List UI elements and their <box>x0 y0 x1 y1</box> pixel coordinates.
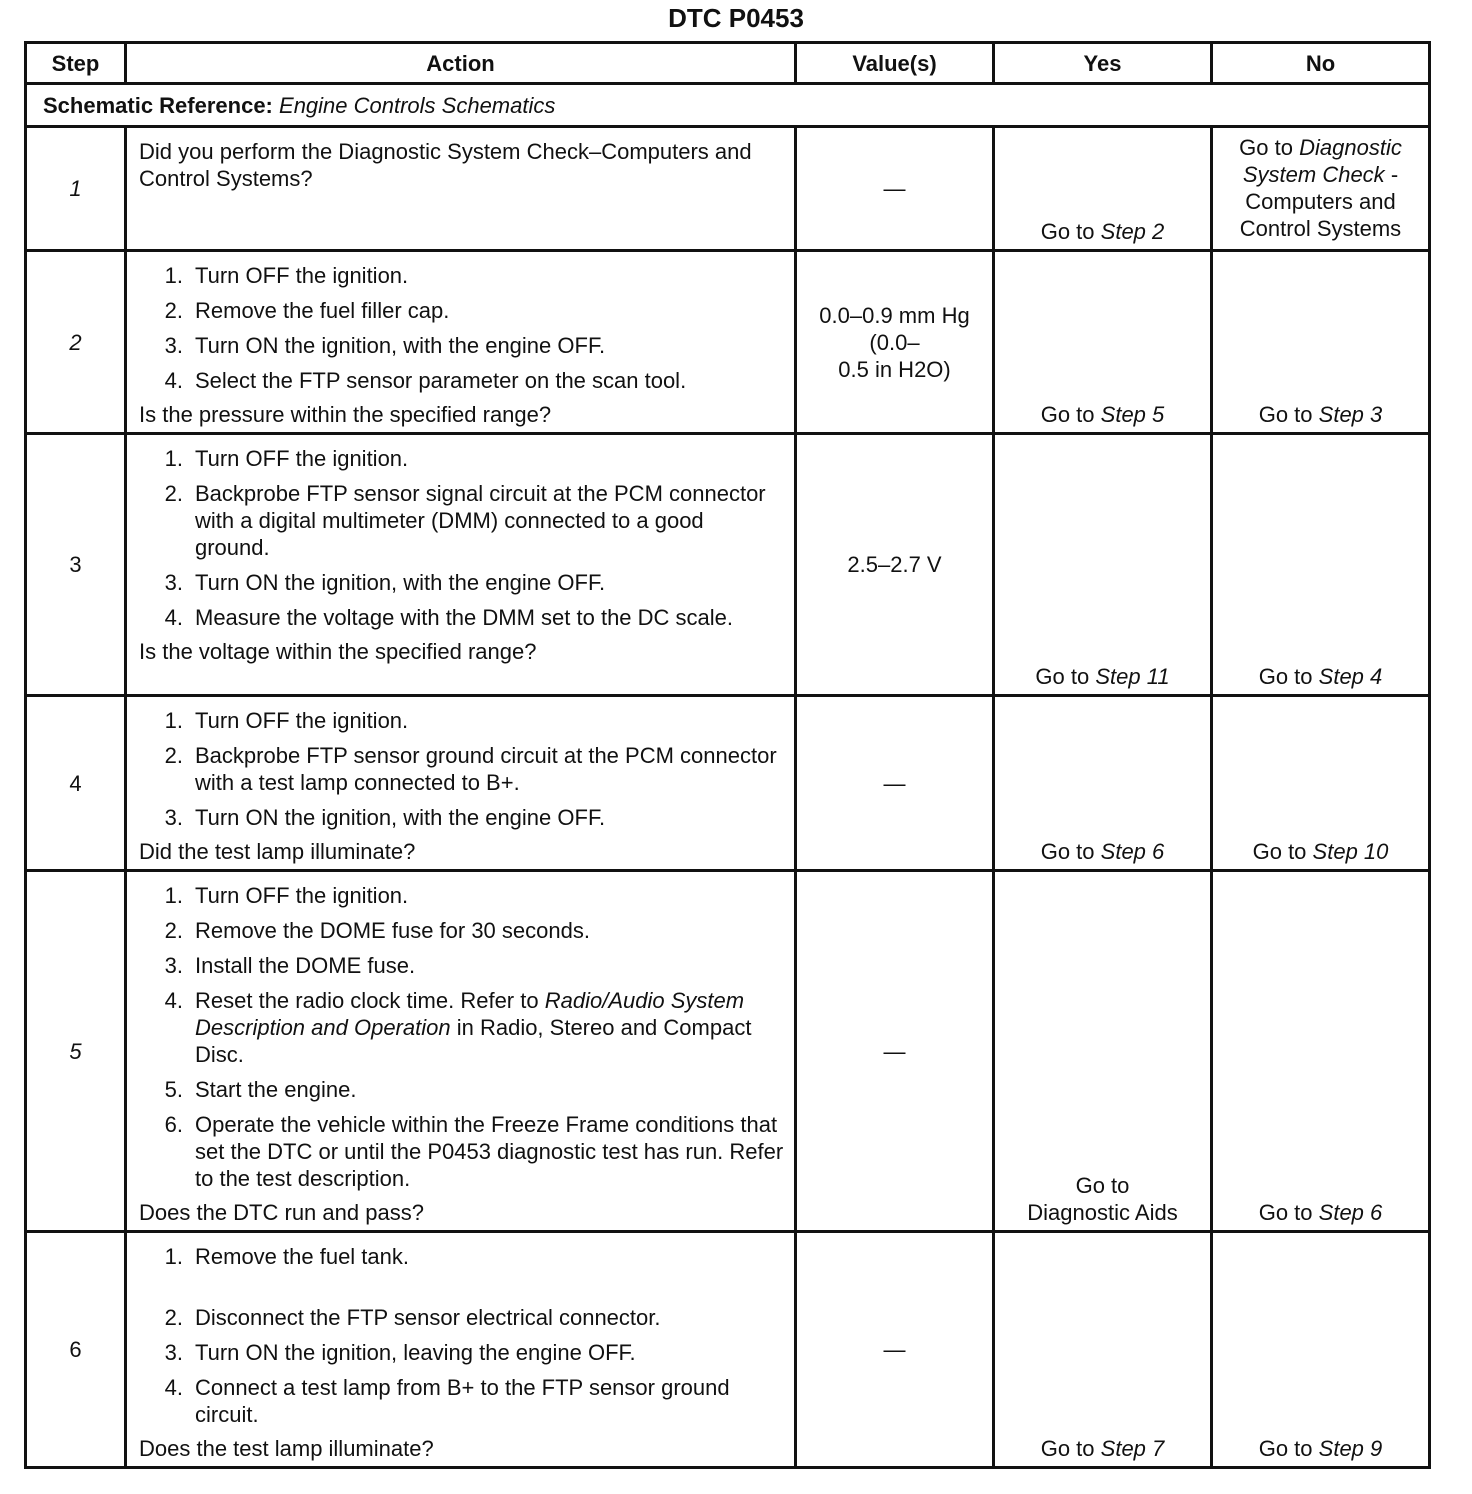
item-number: 3. <box>164 1340 183 1365</box>
header-values: Value(s) <box>796 43 994 84</box>
list-item <box>139 707 784 734</box>
item-text: Turn OFF the ignition. <box>195 883 409 908</box>
yes-cell <box>994 434 1212 696</box>
value-cell: — <box>796 696 994 871</box>
item-text: Install the DOME fuse. <box>195 953 416 978</box>
yes-link[interactable]: Step 6 <box>1100 839 1165 864</box>
yes-cell <box>994 696 1212 871</box>
action-cell <box>126 696 796 871</box>
item-number: 6. <box>164 1112 183 1137</box>
no-cell <box>1212 696 1430 871</box>
item-text: Turn OFF the ignition. <box>195 446 409 471</box>
header-yes: Yes <box>994 43 1212 84</box>
yes-prefix: Go to <box>1040 219 1095 244</box>
action-cell <box>126 251 796 434</box>
value-cell: — <box>796 871 994 1232</box>
no-prefix: Go to <box>1258 664 1313 689</box>
yes-link[interactable]: Step 7 <box>1100 1436 1165 1461</box>
list-item <box>139 569 784 596</box>
header-no: No <box>1212 43 1430 84</box>
yes-link[interactable]: Step 5 <box>1100 402 1165 427</box>
table-row <box>26 434 1430 696</box>
no-link[interactable]: Step 4 <box>1318 664 1383 689</box>
yes-line: Go to <box>1075 1173 1130 1198</box>
no-link[interactable]: Step 3 <box>1318 402 1383 427</box>
value-cell: — <box>796 1232 994 1468</box>
item-text: Turn ON the ignition, with the engine OFF. <box>195 333 606 358</box>
item-number: 4. <box>164 1375 183 1400</box>
list-item <box>139 262 784 289</box>
item-number: 3. <box>164 570 183 595</box>
diagnostic-table <box>24 41 1431 1469</box>
item-text: Measure the voltage with the DMM set to the DC scale. <box>195 605 734 630</box>
list-item <box>139 804 784 831</box>
no-cell <box>1212 1232 1430 1468</box>
step-number: 3 <box>26 434 126 696</box>
no-cell <box>1212 127 1430 251</box>
yes-cell <box>994 871 1212 1232</box>
item-text: Turn OFF the ignition. <box>195 708 409 733</box>
action-cell <box>126 871 796 1232</box>
item-number: 1. <box>164 446 183 471</box>
yes-cell <box>994 251 1212 434</box>
step-number: 6 <box>26 1232 126 1468</box>
schematic-label: Schematic Reference: <box>43 92 273 118</box>
item-number: 2. <box>164 298 183 323</box>
item-number: 3. <box>164 953 183 978</box>
item-text: Remove the fuel filler cap. <box>195 298 450 323</box>
value-line: (0.0– <box>869 329 920 355</box>
value-line: 0.5 in H2O) <box>838 356 951 382</box>
list-item <box>139 1111 784 1192</box>
no-link[interactable]: Step 9 <box>1318 1436 1383 1461</box>
no-prefix: Go to <box>1258 402 1313 427</box>
no-cell <box>1212 251 1430 434</box>
list-item <box>139 1339 784 1366</box>
yes-prefix: Go to <box>1040 839 1095 864</box>
action-cell <box>126 434 796 696</box>
table-row <box>26 696 1430 871</box>
list-item <box>139 882 784 909</box>
item-number: 5. <box>164 1077 183 1102</box>
item-number: 4. <box>164 368 183 393</box>
table-row <box>26 251 1430 434</box>
item-text <box>195 987 784 1068</box>
no-link[interactable]: Step 6 <box>1318 1200 1383 1225</box>
list-item <box>139 917 784 944</box>
question: Did the test lamp illuminate? <box>139 839 416 864</box>
yes-link[interactable]: Diagnostic Aids <box>1027 1200 1178 1225</box>
yes-link[interactable]: Step 2 <box>1100 219 1165 244</box>
no-prefix: Go to <box>1258 1200 1313 1225</box>
item-text: Backprobe FTP sensor ground circuit at the PCM connector with a test lamp connected to B+. <box>195 743 777 795</box>
question: Does the DTC run and pass? <box>139 1200 424 1225</box>
question: Is the voltage within the specified range? <box>139 639 537 664</box>
no-prefix: Go to <box>1252 839 1307 864</box>
value-cell <box>796 251 994 434</box>
item-text: Start the engine. <box>195 1077 357 1102</box>
item-number: 4. <box>164 605 183 630</box>
item-text: Select the FTP sensor parameter on the scan tool. <box>195 368 687 393</box>
item-number: 3. <box>164 333 183 358</box>
list-item <box>139 604 784 631</box>
item-text: Remove the DOME fuse for 30 seconds. <box>195 918 590 943</box>
list-item <box>139 1374 784 1428</box>
item-text: Turn ON the ignition, with the engine OFF. <box>195 570 606 595</box>
no-suffix: - Computers and Control Systems <box>1239 162 1402 241</box>
header-row <box>26 43 1430 84</box>
table-row <box>26 127 1430 251</box>
item-text-pre: Reset the radio clock time. Refer to <box>195 988 539 1013</box>
item-number: 2. <box>164 481 183 506</box>
list-item <box>139 1076 784 1103</box>
question: Did you perform the Diagnostic System Check–Computers and Control Systems? <box>139 139 752 191</box>
step-number: 4 <box>26 696 126 871</box>
item-number: 1. <box>164 708 183 733</box>
list-item <box>139 367 784 394</box>
no-link[interactable]: Diagnostic System Check <box>1242 135 1402 187</box>
list-item <box>139 1304 784 1331</box>
yes-link[interactable]: Step 11 <box>1095 664 1170 689</box>
item-text: Turn ON the ignition, with the engine OFF. <box>195 805 606 830</box>
item-number: 4. <box>164 988 183 1013</box>
list-item <box>139 297 784 324</box>
step-number: 1 <box>26 127 126 251</box>
schematic-row <box>26 84 1430 127</box>
item-text: Turn OFF the ignition. <box>195 263 409 288</box>
list-item <box>139 445 784 472</box>
list-item <box>139 952 784 979</box>
document-title: DTC P0453 <box>668 3 804 33</box>
schematic-reference <box>26 84 1430 127</box>
yes-cell <box>994 127 1212 251</box>
action-cell <box>126 127 796 251</box>
item-number: 2. <box>164 743 183 768</box>
value-cell: 2.5–2.7 V <box>796 434 994 696</box>
radio-audio-reference-link[interactable]: Radio/Audio System Description and Operation <box>195 988 745 1040</box>
action-cell <box>126 1232 796 1468</box>
item-text: Turn ON the ignition, leaving the engine OFF. <box>195 1340 636 1365</box>
header-action: Action <box>126 43 796 84</box>
yes-prefix: Go to <box>1035 664 1090 689</box>
no-link[interactable]: Step 10 <box>1312 839 1389 864</box>
item-number: 2. <box>164 1305 183 1330</box>
schematic-ref: Engine Controls Schematics <box>279 92 556 118</box>
value-line: 0.0–0.9 mm Hg <box>819 302 970 328</box>
item-number: 2. <box>164 918 183 943</box>
no-cell <box>1212 434 1430 696</box>
item-text: Remove the fuel tank. <box>195 1244 410 1269</box>
item-text-post: in Radio, Stereo and Compact Disc. <box>195 1015 752 1067</box>
list-item <box>139 742 784 796</box>
value-cell: — <box>796 127 994 251</box>
item-number: 1. <box>164 263 183 288</box>
item-number: 3. <box>164 805 183 830</box>
item-number: 1. <box>164 1244 183 1269</box>
list-item <box>139 987 784 1068</box>
no-prefix: Go to <box>1258 1436 1313 1461</box>
yes-prefix: Go to <box>1040 402 1095 427</box>
table-row <box>26 1232 1430 1468</box>
header-step: Step <box>26 43 126 84</box>
question: Does the test lamp illuminate? <box>139 1436 434 1461</box>
no-prefix: Go to <box>1239 135 1293 160</box>
step-number: 5 <box>26 871 126 1232</box>
no-cell <box>1212 871 1430 1232</box>
table-row <box>26 871 1430 1232</box>
list-item <box>139 1243 784 1270</box>
list-item <box>139 480 784 561</box>
item-text: Connect a test lamp from B+ to the FTP sensor ground circuit. <box>195 1375 730 1427</box>
item-text: Operate the vehicle within the Freeze Frame conditions that set the DTC or until the P0453 diagnostic test has run. Refer to the test description. <box>195 1112 784 1191</box>
item-text: Disconnect the FTP sensor electrical connector. <box>195 1305 661 1330</box>
item-text: Backprobe FTP sensor signal circuit at the PCM connector with a digital multimeter (DMM) connected to a good ground. <box>195 481 766 560</box>
item-number: 1. <box>164 883 183 908</box>
question: Is the pressure within the specified range? <box>139 402 552 427</box>
yes-cell <box>994 1232 1212 1468</box>
yes-prefix: Go to <box>1040 1436 1095 1461</box>
step-number: 2 <box>26 251 126 434</box>
list-item <box>139 332 784 359</box>
